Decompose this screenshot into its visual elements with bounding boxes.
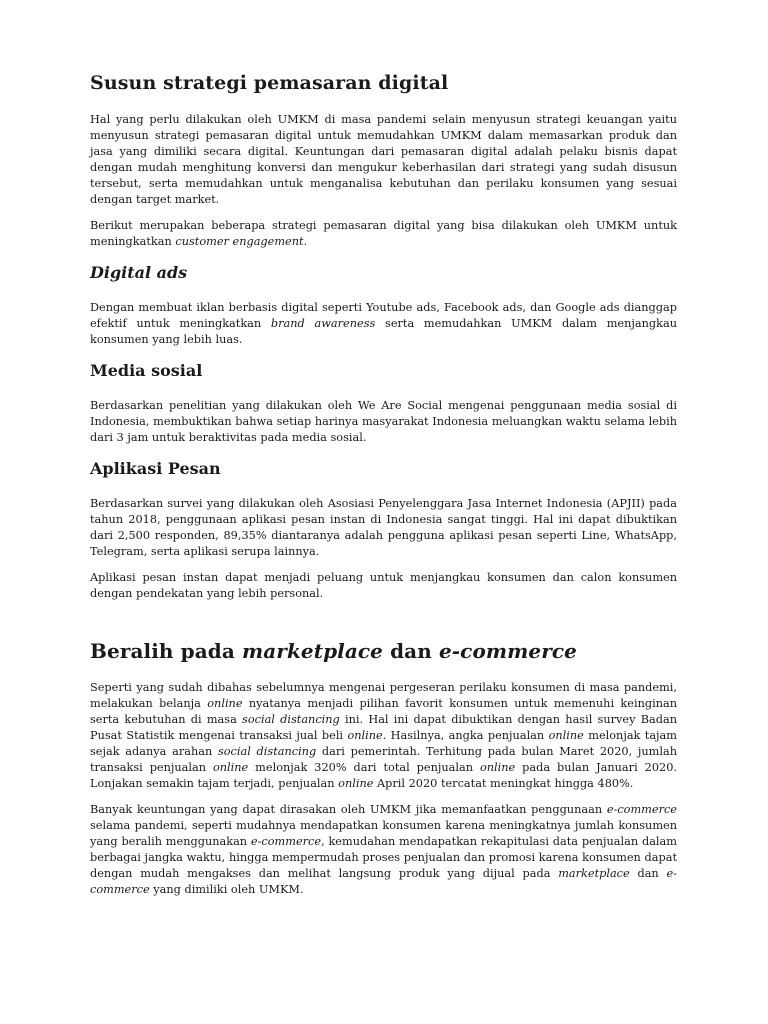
subheading-media-sosial: Media sosial [90,361,203,380]
section-title-marketplace: Beralih pada marketplace dan e-commerce [90,639,577,663]
paragraph-media-sosial: Berdasarkan penelitian yang dilakukan oleh We Are Social mengenai penggunaan media sosial di Indonesia, membuktikan bahwa setiap harinya masyarakat Indonesia meluangkan waktu selama lebih dari 3 jam untuk beraktivitas pada media sosial. [90,399,677,444]
paragraph-strategi-list: Berikut merupakan beberapa strategi pemasaran digital yang bisa dilakukan oleh UMKM untuk meningkatkan customer engagement. [90,219,677,248]
paragraph-aplikasi-pesan-2: Aplikasi pesan instan dapat menjadi peluang untuk menjangkau konsumen dan calon konsumen dengan pendekatan yang lebih personal. [90,571,677,600]
subheading-digital-ads: Digital ads [90,263,188,282]
paragraph-aplikasi-pesan-1: Berdasarkan survei yang dilakukan oleh Asosiasi Penyelenggara Jasa Internet Indonesia (APJII) pada tahun 2018, penggunaan aplikasi pesan instan di Indonesia sangat tinggi. Hal ini dapat dibuktikan dari 2,500 responden, 89,35% diantaranya adalah pengguna aplikasi pesan seperti Line, WhatsApp, Telegram, serta aplikasi serupa lainnya. [90,497,677,558]
document-page [90,70,677,908]
paragraph-digital-ads: Dengan membuat iklan berbasis digital seperti Youtube ads, Facebook ads, dan Google ads dianggap efektif untuk meningkatkan brand awareness serta memudahkan UMKM dalam menjangkau konsumen yang lebih luas. [90,301,677,346]
paragraph-marketplace-1: Seperti yang sudah dibahas sebelumnya mengenai pergeseran perilaku konsumen di masa pandemi, melakukan belanja online nyatanya menjadi pilihan favorit konsumen untuk memenuhi keinginan serta kebutuhan di masa social distancing ini. Hal ini dapat dibuktikan dengan hasil survey Badan Pusat Statistik mengenai transaksi jual beli online. Hasilnya, angka penjualan online melonjak tajam sejak adanya arahan social distancing dari pemerintah. Terhitung pada bulan Maret 2020, jumlah transaksi penjualan online melonjak 320% dari total penjualan online pada bulan Januari 2020. Lonjakan semakin tajam terjadi, penjualan online April 2020 tercatat meningkat hingga 480%. [90,681,678,790]
subheading-aplikasi-pesan: Aplikasi Pesan [90,459,221,478]
paragraph-marketplace-2: Banyak keuntungan yang dapat dirasakan oleh UMKM jika memanfaatkan penggunaan e-commerce selama pandemi, seperti mudahnya mendapatkan konsumen karena meningkatnya jumlah konsumen yang beralih menggunakan e-commerce, kemudahan mendapatkan rekapitulasi data penjualan dalam berbagai jangka waktu, hingga mempermudah proses penjualan dan promosi karena konsumen dapat dengan mudah mengakses dan melihat langsung produk yang dijual pada marketplace dan e-commerce yang dimiliki oleh UMKM. [90,803,677,896]
section-title-strategi: Susun strategi pemasaran digital [90,72,449,94]
paragraph-strategi-intro: Hal yang perlu dilakukan oleh UMKM di masa pandemi selain menyusun strategi keuangan yaitu menyusun strategi pemasaran digital untuk memudahkan UMKM dalam memasarkan produk dan jasa yang dimiliki secara digital. Keuntungan dari pemasaran digital adalah pelaku bisnis dapat dengan mudah menghitung konversi dan mengukur keberhasilan dari strategi yang sudah disusun tersebut, serta memudahkan untuk menganalisa kebutuhan dan perilaku konsumen yang sesuai dengan target market. [90,113,677,206]
